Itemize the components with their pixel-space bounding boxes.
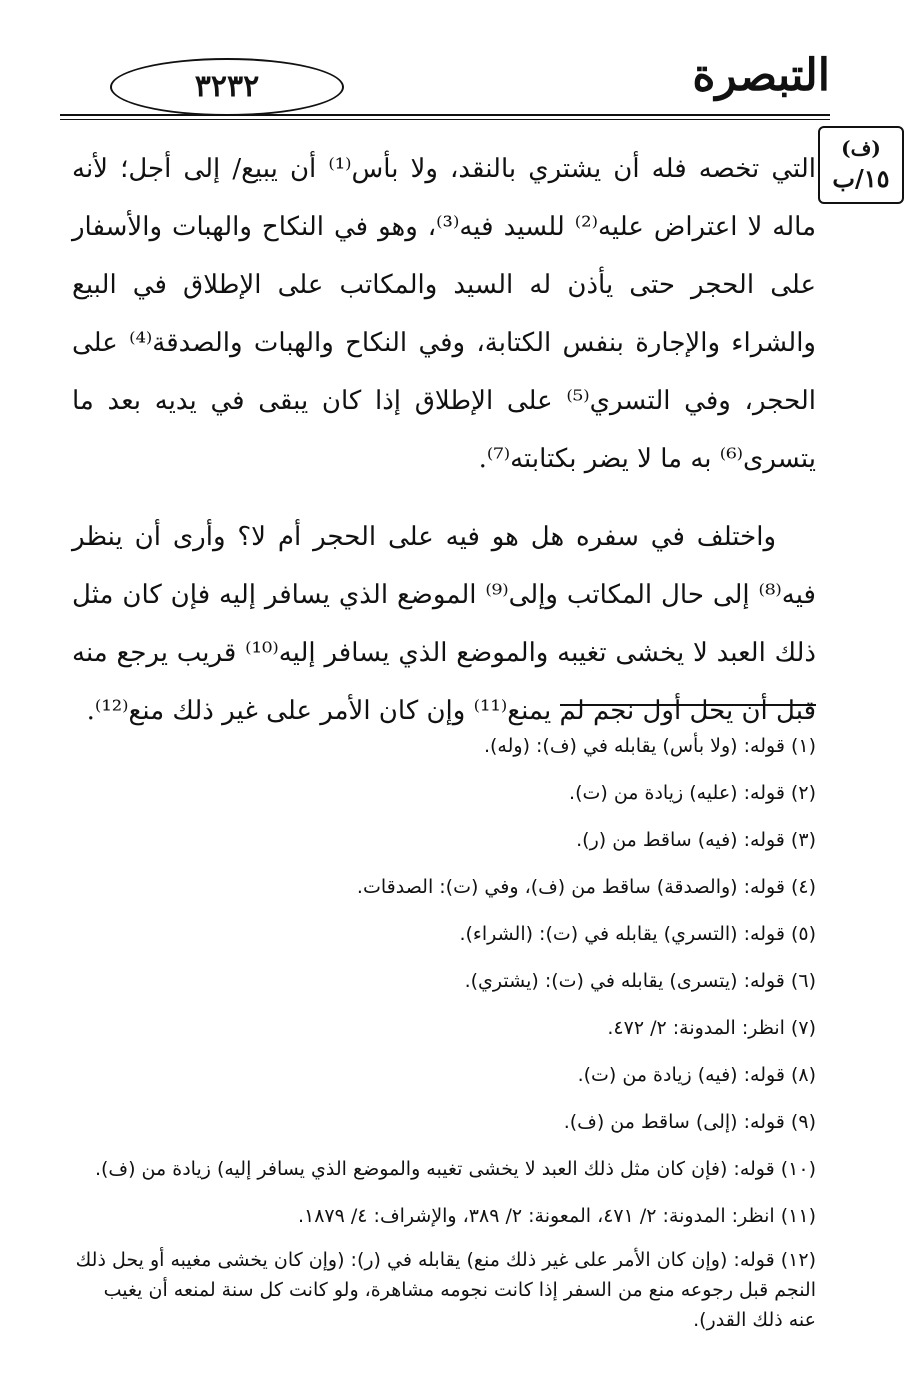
page-number: ٣٢٣٢ [110,58,344,116]
footnote: (٧) انظر: المدونة: ٢/ ٤٧٢. [607,1017,816,1039]
footnotes [72,728,816,1346]
footnote: (٩) قوله: (إلى) ساقط من (ف). [563,1111,816,1133]
header-rule-thin [60,119,830,120]
book-title: التبصرة [692,50,830,101]
page-header [60,48,830,128]
footnote: (٣) قوله: (فيه) ساقط من (ر). [576,829,816,851]
footnote: (٦) قوله: (يتسرى) يقابله في (ت): (يشتري). [464,970,816,992]
main-text [72,140,816,760]
footnote: (٥) قوله: (التسري) يقابله في (ت): (الشراء). [459,923,816,945]
paragraph: واختلف في سفره هل هو فيه على الحجر أم لا؟ وأرى أن ينظر فيه⁽⁸⁾ إلى حال المكاتب وإلى⁽⁹⁾ الموضع الذي يسافر إليه فإن كان مثل ذلك العبد لا يخشى تغيبه والموضع الذي يسافر إليه⁽¹⁰⁾ قريب يرجع منه قبل أن يحل أول نجم لم يمنع⁽¹¹⁾ وإن كان الأمر على غير ذلك منع⁽¹²⁾. [72,522,816,726]
margin-note-folio: ١٥/ب [832,164,890,193]
footnote-separator [560,704,816,706]
header-rule [60,114,830,116]
margin-note-source: (ف) [841,136,881,160]
manuscript-margin-note [818,126,904,204]
footnote: (١٠) قوله: (فإن كان مثل ذلك العبد لا يخشى تغيبه والموضع الذي يسافر إليه) زيادة من (ف). [94,1158,816,1180]
footnote: (١٢) قوله: (وإن كان الأمر على غير ذلك منع) يقابله في (ر): (وإن كان يخشى مغيبه أو يحل ذلك النجم قبل رجوعه منع من السفر إذا كانت نجومه مشاهرة، ولو كانت كل سنة لمنعه أن يغيب عنه ذلك القدر). [75,1249,816,1331]
paragraph: التي تخصه فله أن يشتري بالنقد، ولا بأس⁽¹⁾ أن يبيع/ إلى أجل؛ لأنه ماله لا اعتراض عليه⁽²⁾ للسيد فيه⁽³⁾، وهو في النكاح والهبات والأسفار على الحجر حتى يأذن له السيد والمكاتب على الإطلاق في البيع والشراء والإجارة بنفس الكتابة، وفي النكاح والهبات والصدقة⁽⁴⁾ على الحجر، وفي التسري⁽⁵⁾ على الإطلاق إذا كان يبقى في يديه بعد ما يتسرى⁽⁶⁾ به ما لا يضر بكتابته⁽⁷⁾. [72,154,816,474]
footnote: (١) قوله: (ولا بأس) يقابله في (ف): (وله). [483,735,816,757]
footnote: (٨) قوله: (فيه) زيادة من (ت). [577,1064,816,1086]
footnote: (٤) قوله: (والصدقة) ساقط من (ف)، وفي (ت): الصدقات. [356,876,816,898]
footnote: (١١) انظر: المدونة: ٢/ ٤٧١، المعونة: ٢/ ٣٨٩، والإشراف: ٤/ ١٨٧٩. [297,1205,816,1227]
footnote: (٢) قوله: (عليه) زيادة من (ت). [569,782,816,804]
